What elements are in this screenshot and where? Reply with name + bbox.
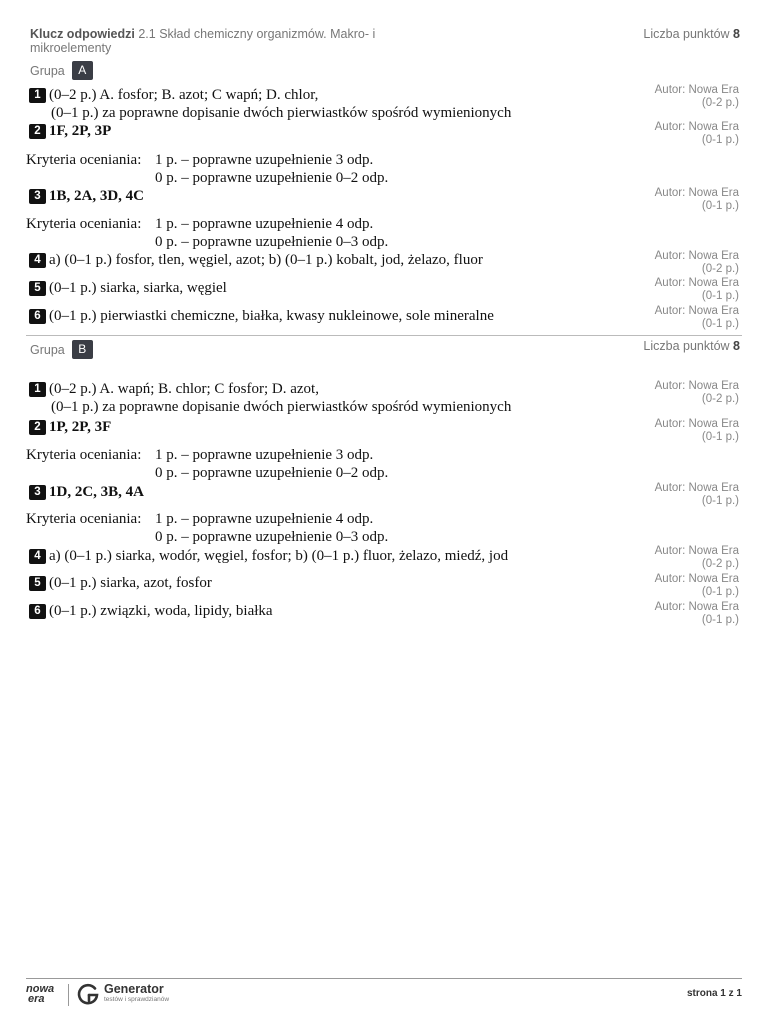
task-a1 <box>29 86 511 122</box>
task-a5 <box>29 279 227 297</box>
author-label: Autor: Nowa Era <box>654 84 739 96</box>
task-number: 5 <box>29 281 46 296</box>
task-points: (0-1 p.) <box>701 134 739 146</box>
task-b1 <box>29 380 511 416</box>
criteria-label: Kryteria oceniania: <box>26 511 142 527</box>
task-points: (0-1 p.) <box>701 614 739 626</box>
generator-logo-text <box>104 983 169 1004</box>
title-strong: Klucz odpowiedzi <box>30 27 135 41</box>
total-points <box>643 27 740 41</box>
task-points: (0-1 p.) <box>701 431 739 443</box>
points-value: 8 <box>733 339 740 353</box>
logo-nowa-text: nowa <box>26 983 55 995</box>
criteria-line: 1 p. – poprawne uzupełnienie 3 odp. <box>155 152 374 168</box>
criteria-label: Kryteria oceniania: <box>26 152 142 168</box>
task-number: 3 <box>29 189 46 204</box>
task-b6-author <box>655 601 739 627</box>
group-divider <box>26 335 742 336</box>
task-b5 <box>29 574 212 592</box>
task-b2-author <box>655 418 739 444</box>
points-value: 8 <box>733 27 740 41</box>
criteria-line: 1 p. – poprawne uzupełnienie 4 odp. <box>155 511 374 527</box>
task-b1-author <box>655 380 739 406</box>
group-label: Grupa <box>30 63 65 78</box>
task-b4-author <box>655 545 739 571</box>
page-number: strona 1 z 1 <box>686 988 742 999</box>
task-a6 <box>29 307 494 325</box>
criteria-line: 0 p. – poprawne uzupełnienie 0–2 odp. <box>155 170 389 186</box>
task-answer: (0–2 p.) A. wapń; B. chlor; C fosfor; D. azot, <box>49 381 319 397</box>
task-a5-author <box>655 277 739 303</box>
task-answer: (0–1 p.) pierwiastki chemiczne, białka, kwasy nukleinowe, sole mineralne <box>49 308 494 324</box>
task-b2 <box>29 418 111 436</box>
footer-divider <box>26 978 742 979</box>
task-answer: 1D, 2C, 3B, 4A <box>49 484 145 500</box>
task-points: (0-1 p.) <box>701 318 739 330</box>
task-a3-author <box>655 187 739 213</box>
points-label: Liczba punktów <box>643 27 730 41</box>
task-number: 4 <box>29 549 46 564</box>
criteria-line: 0 p. – poprawne uzupełnienie 0–3 odp. <box>155 234 389 250</box>
task-a6-author <box>655 305 739 331</box>
task-number: 6 <box>29 309 46 324</box>
author-label: Autor: Nowa Era <box>654 121 739 133</box>
criteria-line: 1 p. – poprawne uzupełnienie 3 odp. <box>155 447 374 463</box>
criteria-line: 0 p. – poprawne uzupełnienie 0–3 odp. <box>155 529 389 545</box>
task-points: (0-2 p.) <box>701 558 739 570</box>
group-label: Grupa <box>30 342 65 357</box>
task-points: (0-1 p.) <box>701 586 739 598</box>
task-answer: (0–2 p.) A. fosfor; B. azot; C wapń; D. chlor, <box>49 87 319 103</box>
task-number: 6 <box>29 604 46 619</box>
task-number: 2 <box>29 420 46 435</box>
author-label: Autor: Nowa Era <box>654 250 739 262</box>
task-answer-line2: (0–1 p.) za poprawne dopisanie dwóch pierwiastków spośród wymienionych <box>51 105 512 121</box>
title-rest: 2.1 Skład chemiczny organizmów. Makro- i mikroelementy <box>30 27 376 55</box>
task-answer: (0–1 p.) siarka, azot, fosfor <box>49 575 212 591</box>
task-points: (0-2 p.) <box>701 393 739 405</box>
author-label: Autor: Nowa Era <box>654 482 739 494</box>
task-a2-author <box>655 121 739 147</box>
task-a2 <box>29 122 111 140</box>
task-a3 <box>29 187 144 205</box>
generator-title: Generator <box>104 982 164 996</box>
group-b-heading <box>30 340 93 359</box>
author-label: Autor: Nowa Era <box>654 187 739 199</box>
author-label: Autor: Nowa Era <box>654 380 739 392</box>
task-number: 3 <box>29 485 46 500</box>
author-label: Autor: Nowa Era <box>654 545 739 557</box>
task-answer: a) (0–1 p.) siarka, wodór, węgiel, fosfor; b) (0–1 p.) fluor, żelazo, miedź, jod <box>49 548 509 564</box>
task-b6 <box>29 602 273 620</box>
generator-subtitle: testów i sprawdzianów <box>104 996 170 1003</box>
task-answer: a) (0–1 p.) fosfor, tlen, węgiel, azot; b) (0–1 p.) kobalt, jod, żelazo, fluor <box>49 252 483 268</box>
generator-g-icon <box>76 982 100 1006</box>
criteria-label: Kryteria oceniania: <box>26 447 142 463</box>
task-a1-author <box>655 84 739 110</box>
task-number: 5 <box>29 576 46 591</box>
page-header <box>30 27 740 55</box>
task-points: (0-1 p.) <box>701 200 739 212</box>
task-b3 <box>29 483 144 501</box>
task-number: 1 <box>29 88 46 103</box>
task-answer: 1P, 2P, 3F <box>49 419 112 435</box>
page-title <box>30 27 410 55</box>
criteria-a3 <box>26 215 388 251</box>
logo-separator <box>68 984 69 1006</box>
author-label: Autor: Nowa Era <box>654 305 739 317</box>
criteria-line: 1 p. – poprawne uzupełnienie 4 odp. <box>155 216 374 232</box>
task-answer: (0–1 p.) związki, woda, lipidy, białka <box>49 603 273 619</box>
criteria-b2 <box>26 446 388 482</box>
group-badge: A <box>72 61 93 80</box>
author-label: Autor: Nowa Era <box>654 418 739 430</box>
task-points: (0-2 p.) <box>701 97 739 109</box>
task-a4-author <box>655 250 739 276</box>
task-b5-author <box>655 573 739 599</box>
task-number: 1 <box>29 382 46 397</box>
criteria-label: Kryteria oceniania: <box>26 216 142 232</box>
group-a-heading <box>30 61 93 80</box>
author-label: Autor: Nowa Era <box>654 277 739 289</box>
task-points: (0-2 p.) <box>701 263 739 275</box>
task-number: 2 <box>29 124 46 139</box>
author-label: Autor: Nowa Era <box>654 601 739 613</box>
task-answer: 1F, 2P, 3P <box>49 123 112 139</box>
criteria-line: 0 p. – poprawne uzupełnienie 0–2 odp. <box>155 465 389 481</box>
task-answer: (0–1 p.) siarka, siarka, węgiel <box>49 280 227 296</box>
page-footer <box>26 982 742 1008</box>
criteria-b3 <box>26 510 388 546</box>
task-number: 4 <box>29 253 46 268</box>
criteria-a2 <box>26 151 388 187</box>
task-b3-author <box>655 482 739 508</box>
group-b-points <box>643 339 740 353</box>
group-badge: B <box>72 340 93 359</box>
task-answer-line2: (0–1 p.) za poprawne dopisanie dwóch pierwiastków spośród wymienionych <box>51 399 512 415</box>
task-b4 <box>29 547 508 565</box>
task-answer: 1B, 2A, 3D, 4C <box>49 188 145 204</box>
logo-era-text: era <box>28 993 45 1005</box>
task-a4 <box>29 251 483 269</box>
task-points: (0-1 p.) <box>701 290 739 302</box>
task-points: (0-1 p.) <box>701 495 739 507</box>
author-label: Autor: Nowa Era <box>654 573 739 585</box>
nowa-era-logo <box>26 984 54 1004</box>
points-label: Liczba punktów <box>643 339 730 353</box>
